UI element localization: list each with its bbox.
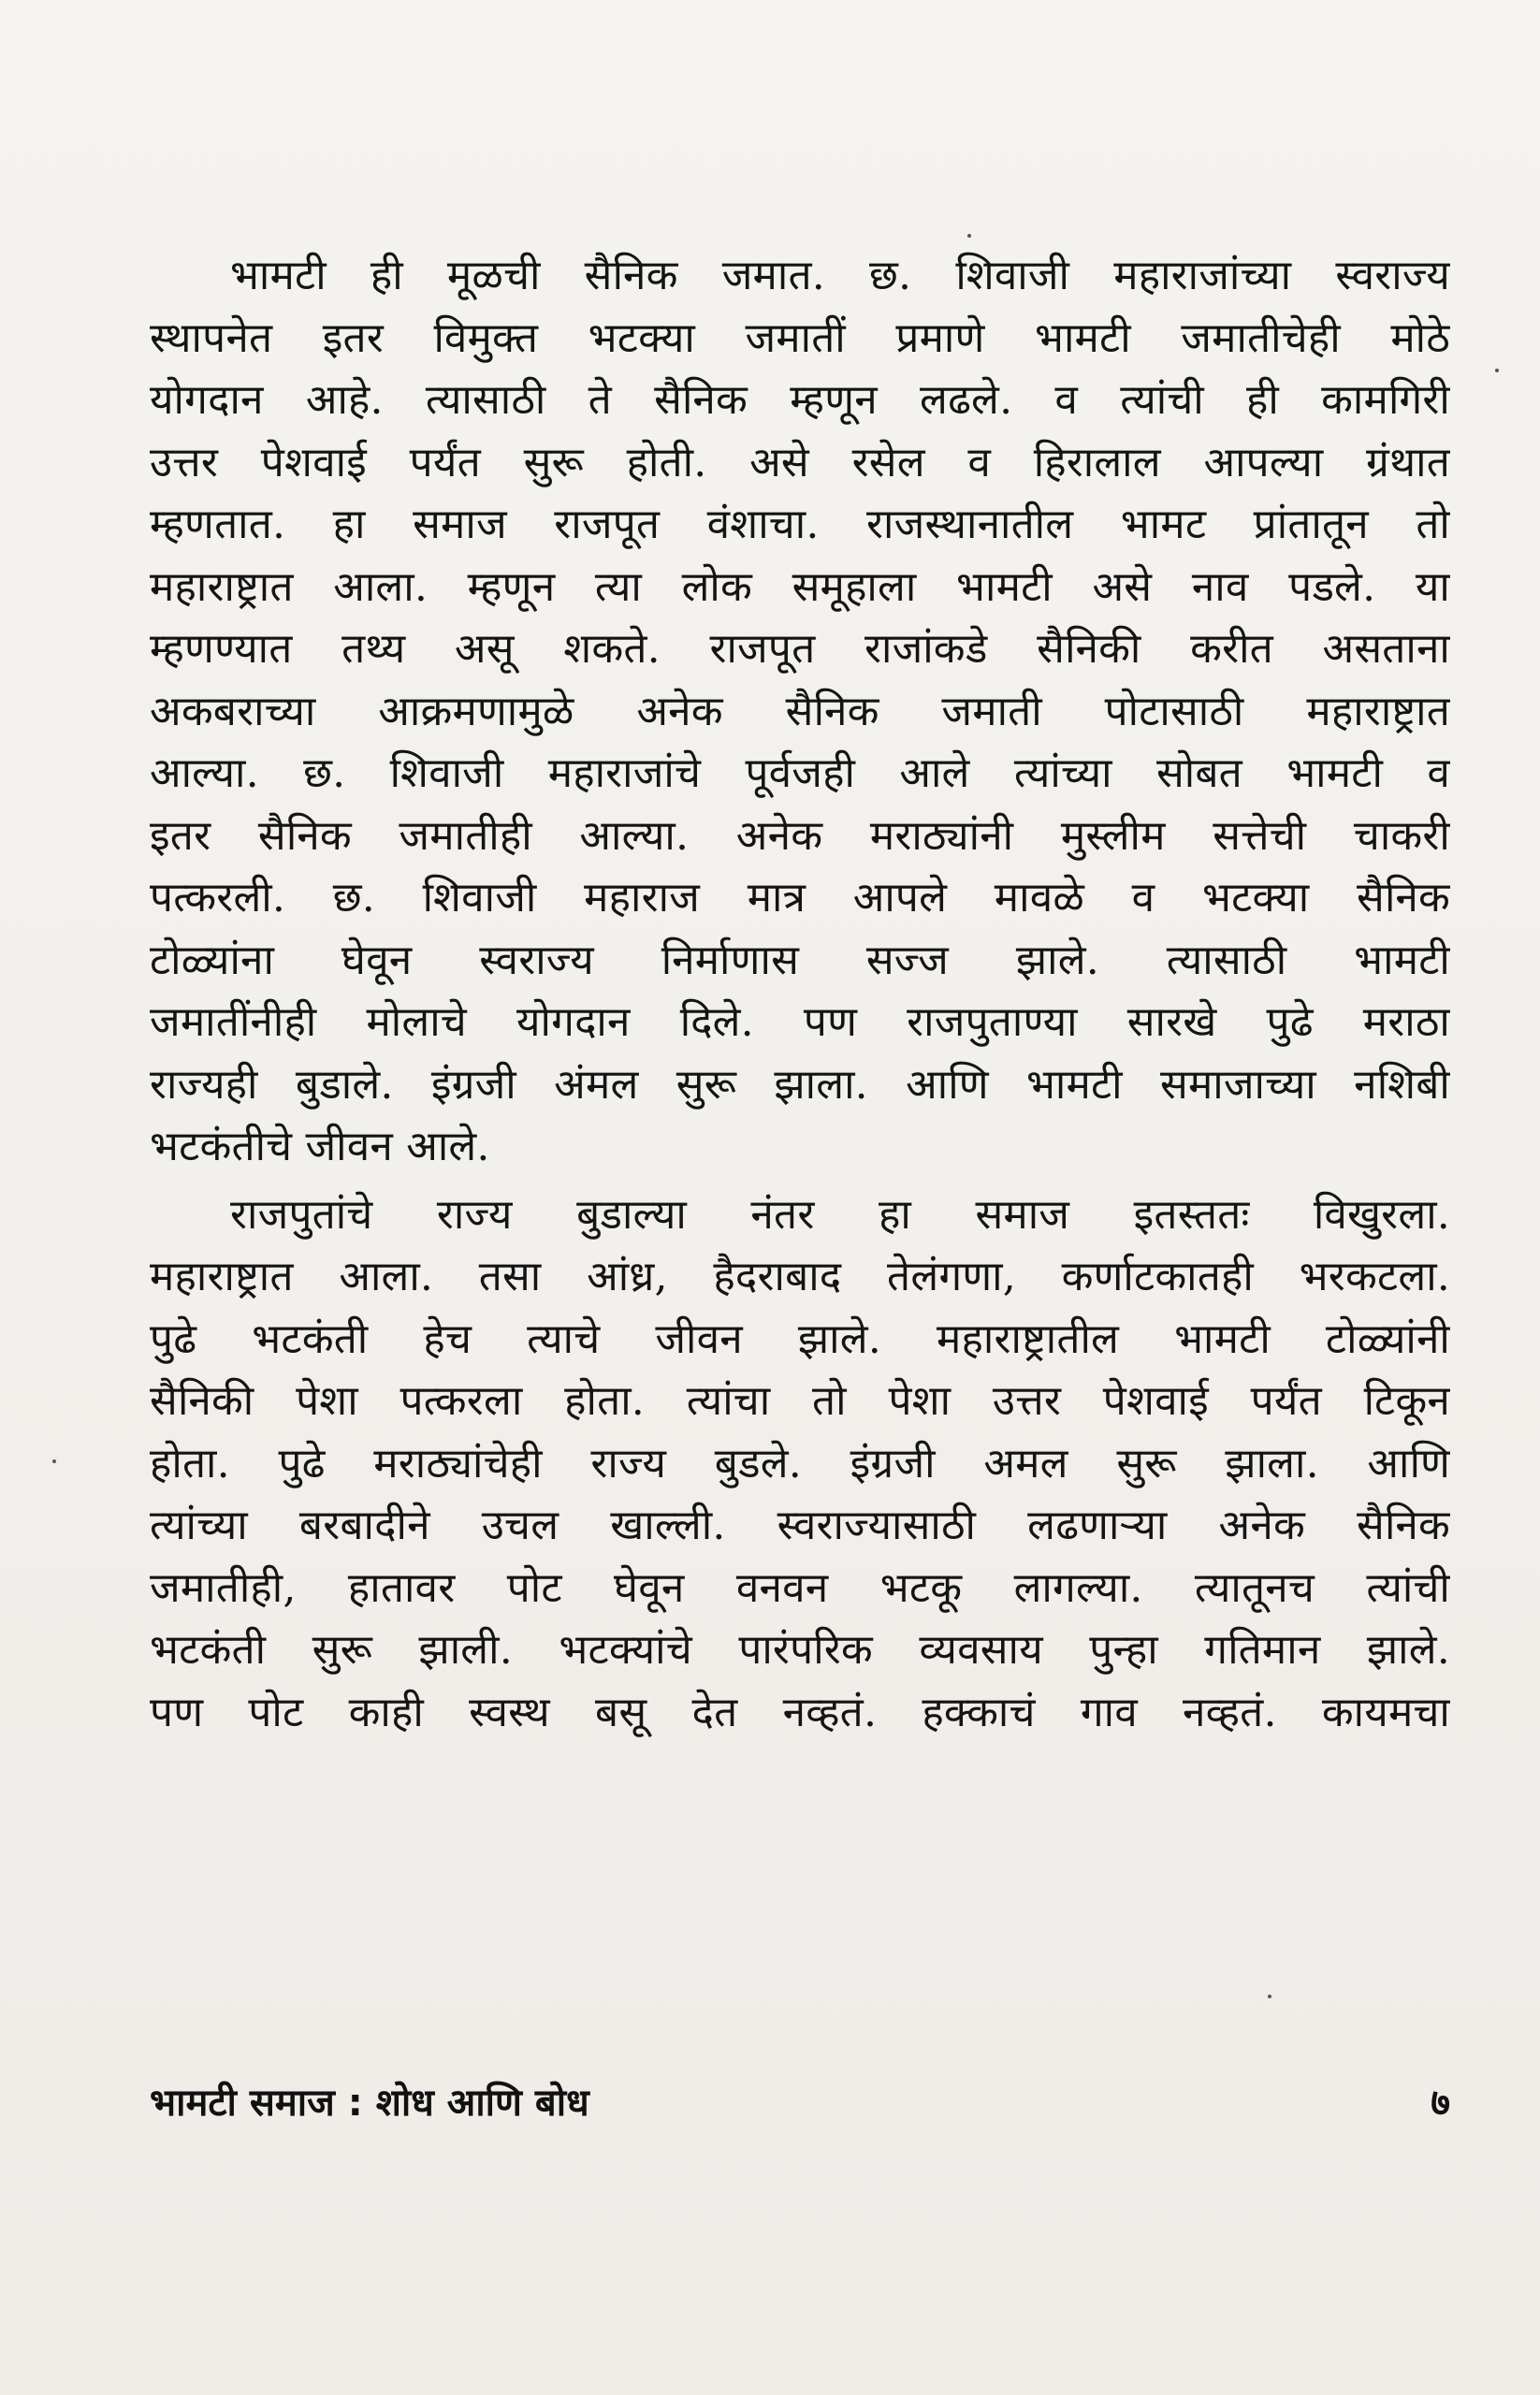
paper-speck	[967, 234, 971, 238]
text-line: महाराष्ट्रात आला. म्हणून त्या लोक समूहाला भामटी असे नाव पडले. या	[150, 562, 1450, 611]
text-line: टोळ्यांना घेवून स्वराज्य निर्माणास सज्ज झाले. त्यासाठी भामटी	[150, 936, 1450, 984]
page-footer	[150, 2075, 1450, 2141]
paragraph-1	[150, 245, 1450, 1179]
text-line: पण पोट काही स्वस्थ बसू देत नव्हतं. हक्काचं गाव नव्हतं. कायमचा	[150, 1688, 1450, 1736]
text-line: जमातींनीही मोलाचे योगदान दिले. पण राजपुताण्या सारखे पुढे मराठा	[150, 998, 1450, 1046]
text-line: राजपुतांचे राज्य बुडाल्या नंतर हा समाज इतस्ततः विखुरला.	[230, 1190, 1450, 1239]
paper-speck	[52, 1459, 56, 1463]
text-line: म्हणतात. हा समाज राजपूत वंशाचा. राजस्थानातील भामट प्रांतातून तो	[150, 501, 1450, 548]
text-line: आल्या. छ. शिवाजी महाराजांचे पूर्वजही आले त्यांच्या सोबत भामटी व	[150, 749, 1450, 797]
text-line: उत्तर पेशवाई पर्यंत सुरू होती. असे रसेल व हिरालाल आपल्या ग्रंथात	[150, 438, 1450, 486]
text-line: महाराष्ट्रात आला. तसा आंध्र, हैदराबाद तेलंगणा, कर्णाटकातही भरकटला.	[150, 1253, 1450, 1300]
text-line: भटकंती सुरू झाली. भटक्यांचे पारंपरिक व्यवसाय पुन्हा गतिमान झाले.	[150, 1626, 1450, 1674]
paper-speck	[1495, 369, 1499, 372]
text-line: भामटी ही मूळची सैनिक जमात. छ. शिवाजी महाराजांच्या स्वराज्य	[230, 252, 1450, 299]
text-line: सैनिकी पेशा पत्करला होता. त्यांचा तो पेशा उत्तर पेशवाई पर्यंत टिकून	[150, 1377, 1450, 1425]
text-line: पुढे भटकंती हेच त्याचे जीवन झाले. महाराष्ट्रातील भामटी टोळ्यांनी	[150, 1314, 1450, 1363]
paragraph-2	[150, 1184, 1450, 1745]
paper-speck	[1268, 1995, 1271, 1998]
book-title: भामटी समाज : शोध आणि बोध	[150, 2082, 589, 2125]
page-number: ७	[1431, 2082, 1450, 2125]
text-line: योगदान आहे. त्यासाठी ते सैनिक म्हणून लढले. व त्यांची ही कामगिरी	[150, 376, 1450, 424]
text-line: म्हणण्यात तथ्य असू शकते. राजपूत राजांकडे सैनिकी करीत असताना	[150, 625, 1450, 673]
text-line: अकबराच्या आक्रमणामुळे अनेक सैनिक जमाती पोटासाठी महाराष्ट्रात	[150, 687, 1450, 735]
text-line: त्यांच्या बरबादीने उचल खाल्ली. स्वराज्यासाठी लढणाऱ्या अनेक सैनिक	[150, 1502, 1450, 1549]
text-line: भटकंतीचे जीवन आले.	[150, 1123, 490, 1170]
text-line: राज्यही बुडाले. इंग्रजी अंमल सुरू झाला. आणि भामटी समाजाच्या नशिबी	[150, 1060, 1450, 1109]
body-text	[150, 245, 1450, 1744]
text-line: होता. पुढे मराठ्यांचेही राज्य बुडले. इंग्रजी अमल सुरू झाला. आणि	[150, 1439, 1450, 1488]
text-line: स्थापनेत इतर विमुक्त भटक्या जमातीं प्रमाणे भामटी जमातीचेही मोठे	[150, 313, 1450, 362]
text-line: पत्करली. छ. शिवाजी महाराज मात्र आपले मावळे व भटक्या सैनिक	[150, 874, 1450, 922]
text-line: इतर सैनिक जमातीही आल्या. अनेक मराठ्यांनी मुस्लीम सत्तेची चाकरी	[150, 811, 1450, 860]
text-line: जमातीही, हातावर पोट घेवून वनवन भटकू लागल्या. त्यातूनच त्यांची	[150, 1563, 1450, 1612]
